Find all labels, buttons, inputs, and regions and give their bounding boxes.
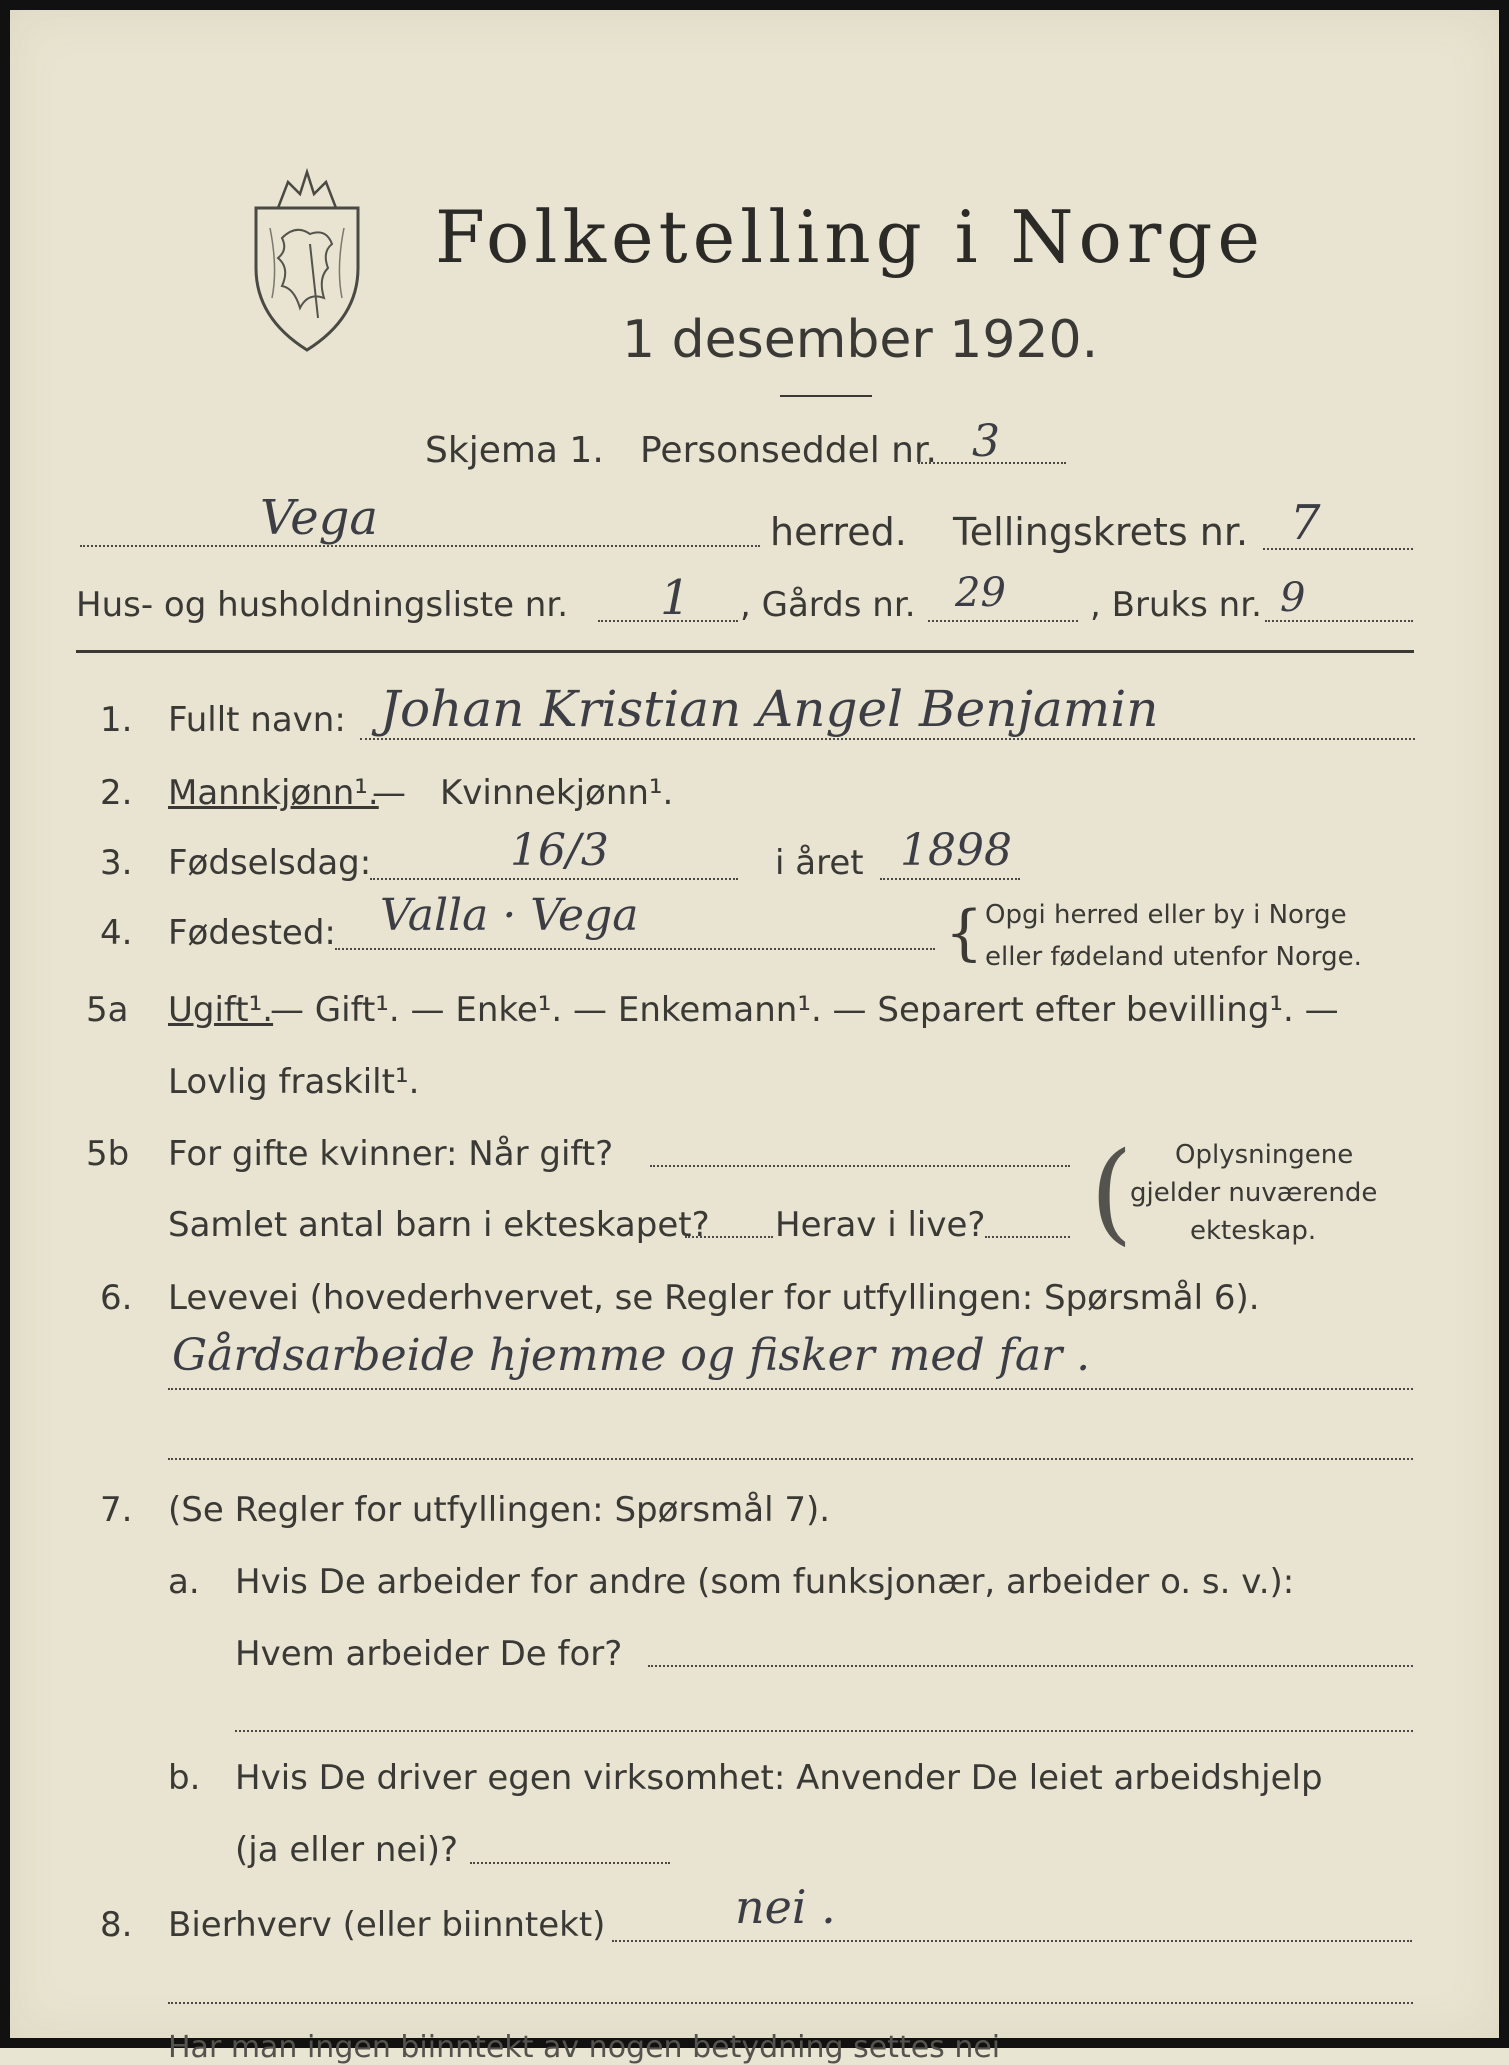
q6-label: Levevei (hovederhvervet, se Regler for utfyllingen: Spørsmål 6). [168,1278,1260,1318]
census-form: Folketelling i Norge 1 desember 1920. Skjema 1. Personseddel nr. 3 Vega herred. Tellingskrets nr. 7 Hus- og husholdningsliste nr. 1 , Gårds nr. 29 , Bruks nr. 9 1. Fullt navn: Johan Kristian Angel Benjamin 2. Mannkjønn¹. — Kvinnekjønn¹. 3. Fødselsdag: 16/3 i året 1898 4. Fødested: Valla · Vega { Opgi herred eller by i Norge eller fødeland utenfor Norge. 5a Ugift¹. — Gift¹. — Enke¹. — Enkemann¹. — Separert efter bevilling¹. — Lovlig fraskilt¹. 5b For gifte kvinner: Når gift? Samlet antal barn i ekteskapet? Herav i live? ( Oplysningene gjelder nuværende ekteskap. 6. Levevei (hovederhvervet, se Regler for utfyllingen: Spørsmål 6). Gårdsarbeide hjemme og fisker med far . 7. (Se Regler for utfyllingen: Spørsmål 7). a. Hvis De arbeider for andre (som funksjonær, arbeider o. s. v.): Hvem arbeider De for? b. Hvis De driver egen virksomhet: Anvender De leiet arbeidshjelp (ja eller nei)? 8. Bierhverv (eller biinntekt) nei . Har man ingen biinntekt av nogen betydning settes nei [0,0,1509,2048]
tellingskrets-label: Tellingskrets nr. [953,510,1249,554]
footer-note: Har man ingen biinntekt av nogen betydning settes nei [168,2030,1001,2065]
q1-label: Fullt navn: [168,700,346,740]
ugift-option[interactable]: Ugift¹. [168,990,274,1030]
form-title: Folketelling i Norge [435,195,1265,279]
q5b-note-2: gjelder nuværende [1130,1178,1378,1208]
occupation-value[interactable]: Gårdsarbeide hjemme og fisker med far . [172,1330,1091,1381]
year-label: i året [775,843,864,883]
q7-label: (Se Regler for utfyllingen: Spørsmål 7). [168,1490,831,1530]
q5b-note-3: ekteskap. [1190,1216,1317,1246]
gards-value[interactable]: 29 [955,570,1006,616]
norway-lion-shield-icon [248,168,366,354]
birth-day-value[interactable]: 16/3 [510,825,609,876]
q4-label: Fødested: [168,913,336,953]
q6-number: 6. [100,1278,133,1318]
marital-options[interactable]: — Gift¹. — Enke¹. — Enkemann¹. — Separert efter bevilling¹. — [270,990,1339,1030]
q8-label: Bierhverv (eller biinntekt) [168,1905,606,1945]
q7b-letter: b. [168,1758,201,1798]
header-divider [76,650,1414,653]
personseddel-value[interactable]: 3 [972,416,1000,467]
q3-label: Fødselsdag: [168,843,372,883]
q8-number: 8. [100,1905,133,1945]
q5b-label-3: Herav i live? [775,1205,986,1245]
note-brace: { [945,898,984,968]
gards-label: , Gårds nr. [740,585,916,625]
bruks-value[interactable]: 9 [1280,575,1306,621]
q4-note-1: Opgi herred eller by i Norge [985,900,1347,930]
tellingskrets-value[interactable]: 7 [1290,495,1321,551]
herred-label: herred. [770,510,907,554]
hus-label: Hus- og husholdningsliste nr. [76,585,569,625]
female-option[interactable]: Kvinnekjønn¹. [440,773,674,813]
q7a-label-2: Hvem arbeider De for? [235,1634,623,1674]
birthplace-value[interactable]: Valla · Vega [380,890,639,941]
schema-label: Skjema 1. [425,430,604,471]
q2-separator: — [372,773,406,813]
q5a-number: 5a [86,990,129,1030]
male-option[interactable]: Mannkjønn¹. [168,773,379,813]
q7a-label-1: Hvis De arbeider for andre (som funksjonær, arbeider o. s. v.): [235,1562,1295,1602]
personseddel-label: Personseddel nr. [640,430,937,471]
herred-value[interactable]: Vega [260,490,379,546]
q7b-label-1: Hvis De driver egen virksomhet: Anvender De leiet arbeidshjelp [235,1758,1323,1798]
q3-number: 3. [100,843,133,883]
secondary-income-value[interactable]: nei . [735,1880,836,1934]
lovlig-fraskilt-option[interactable]: Lovlig fraskilt¹. [168,1062,420,1102]
full-name-value[interactable]: Johan Kristian Angel Benjamin [380,680,1159,738]
q5b-note-1: Oplysningene [1175,1140,1354,1170]
q4-note-2: eller fødeland utenfor Norge. [985,942,1362,972]
q2-number: 2. [100,773,133,813]
q7-number: 7. [100,1490,133,1530]
q7a-letter: a. [168,1562,200,1602]
q5b-label-1: For gifte kvinner: Når gift? [168,1134,614,1174]
birth-year-value[interactable]: 1898 [900,825,1012,876]
q4-number: 4. [100,913,133,953]
q5b-label-2: Samlet antal barn i ekteskapet? [168,1205,710,1245]
hus-value[interactable]: 1 [660,570,691,626]
bruks-label: , Bruks nr. [1090,585,1262,625]
q5b-number: 5b [86,1134,130,1174]
q1-number: 1. [100,700,133,740]
q7b-label-2: (ja eller nei)? [235,1830,459,1870]
census-date: 1 desember 1920. [622,310,1099,370]
